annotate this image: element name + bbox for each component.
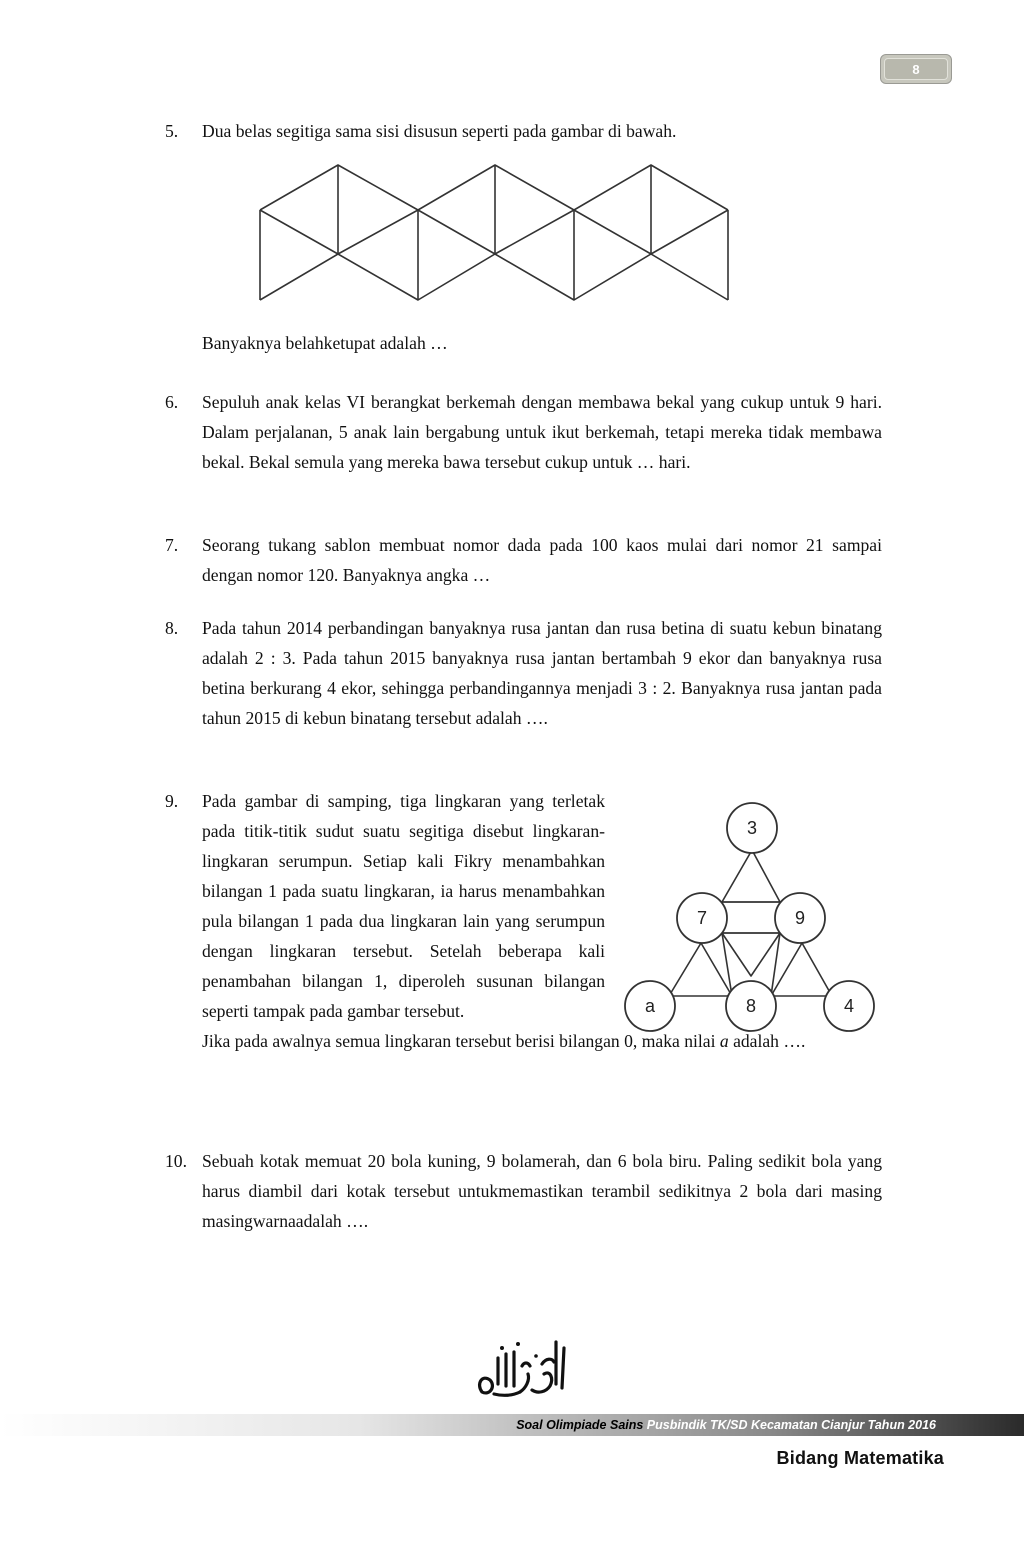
page-number: 8 [884, 58, 948, 80]
question-5-caption: Banyaknya belahketupat adalah … [202, 333, 448, 353]
figure-middle-zigzag [260, 210, 728, 254]
question-text: Pada tahun 2014 perbandingan banyaknya rusa jantan dan rusa betina di suatu kebun binatang adalah 2 : 3. Pada tahun 2015 banyaknya rusa jantan bertambah 9 ekor dan banyaknya rusa betina berkurang 4 ekor, sehingga perbandingannya menjadi 3 : 2. Banyaknya rusa jantan pada tahun 2015 di kebun binatang tersebut adalah …. [202, 618, 882, 728]
circles-triangle-figure [622, 800, 880, 1038]
figure-triangle [722, 850, 780, 902]
circle-value: 3 [746, 818, 758, 838]
footer-title-part1: Soal Olimpiade Sains [516, 1418, 644, 1432]
question-8 [165, 613, 882, 733]
figure-bottom-zigzag [260, 254, 728, 300]
circle-value: a [644, 996, 656, 1016]
question-number: 10. [165, 1151, 187, 1171]
text-segment: adalah …. [728, 1031, 806, 1051]
footer-subject: Bidang Matematika [776, 1448, 944, 1468]
question-text: Pada gambar di samping, tiga lingkaran yang terletak pada titik-titik sudut suatu segitiga disebut lingkaran-lingkaran serumpun. Setiap kali Fikry menambahkan bilangan 1 pada suatu lingkaran, ia harus menambahkan pula bilangan 1 pada dua lingkaran lain yang serumpun dengan lingkaran tersebut. Setelah beberapa kali penambahan bilangan 1, diperoleh susunan bilangan seperti tampak pada gambar tersebut. [202, 791, 605, 1021]
question-5 [165, 116, 882, 146]
figure-edge [771, 933, 780, 996]
question-number: 6. [165, 392, 179, 412]
question-10 [165, 1146, 882, 1236]
footer-title [516, 1414, 936, 1436]
question-text: Dua belas segitiga sama sisi disusun seperti pada gambar di bawah. [202, 121, 677, 141]
triangle-strip-figure [255, 160, 735, 305]
figure-top-zigzag [260, 165, 728, 210]
question-number: 8. [165, 618, 179, 638]
footer-title-part2: Pusbindik TK/SD Kecamatan Cianjur Tahun 2016 [643, 1418, 936, 1432]
question-number: 7. [165, 535, 179, 555]
circle-value: 4 [843, 996, 855, 1016]
text-segment: Jika pada awalnya semua lingkaran tersebut berisi bilangan 0, maka nilai [202, 1031, 720, 1051]
figure-triangle [722, 902, 780, 933]
question-number: 5. [165, 121, 179, 141]
circle-value: 8 [745, 996, 757, 1016]
question-7 [165, 530, 882, 590]
question-text: Sebuah kotak memuat 20 bola kuning, 9 bolamerah, dan 6 bola biru. Paling sedikit bola yang harus diambil dari kotak tersebut untukmemastikan terambil sedikitnya 2 bola dari masing masingwarnaadalah …. [202, 1151, 882, 1231]
calligraphy-logo [472, 1334, 574, 1406]
circle-value: 9 [794, 908, 806, 928]
circle-value: 7 [696, 908, 708, 928]
question-text: Sepuluh anak kelas VI berangkat berkemah dengan membawa bekal yang cukup untuk 9 hari. Dalam perjalanan, 5 anak lain bergabung untuk ikut berkemah, tetapi mereka tidak membawa bekal. Bekal semula yang mereka bawa tersebut cukup untuk … hari. [202, 392, 882, 472]
question-text: Seorang tukang sablon membuat nomor dada pada 100 kaos mulai dari nomor 21 sampai dengan nomor 120. Banyaknya angka … [202, 535, 882, 585]
page-number-badge [880, 54, 952, 84]
question-number: 9. [165, 791, 179, 811]
figure-triangle [669, 943, 732, 996]
variable-a: a [719, 1031, 729, 1051]
figure-triangle [722, 933, 780, 976]
figure-triangle [771, 943, 832, 996]
question-6 [165, 387, 882, 477]
